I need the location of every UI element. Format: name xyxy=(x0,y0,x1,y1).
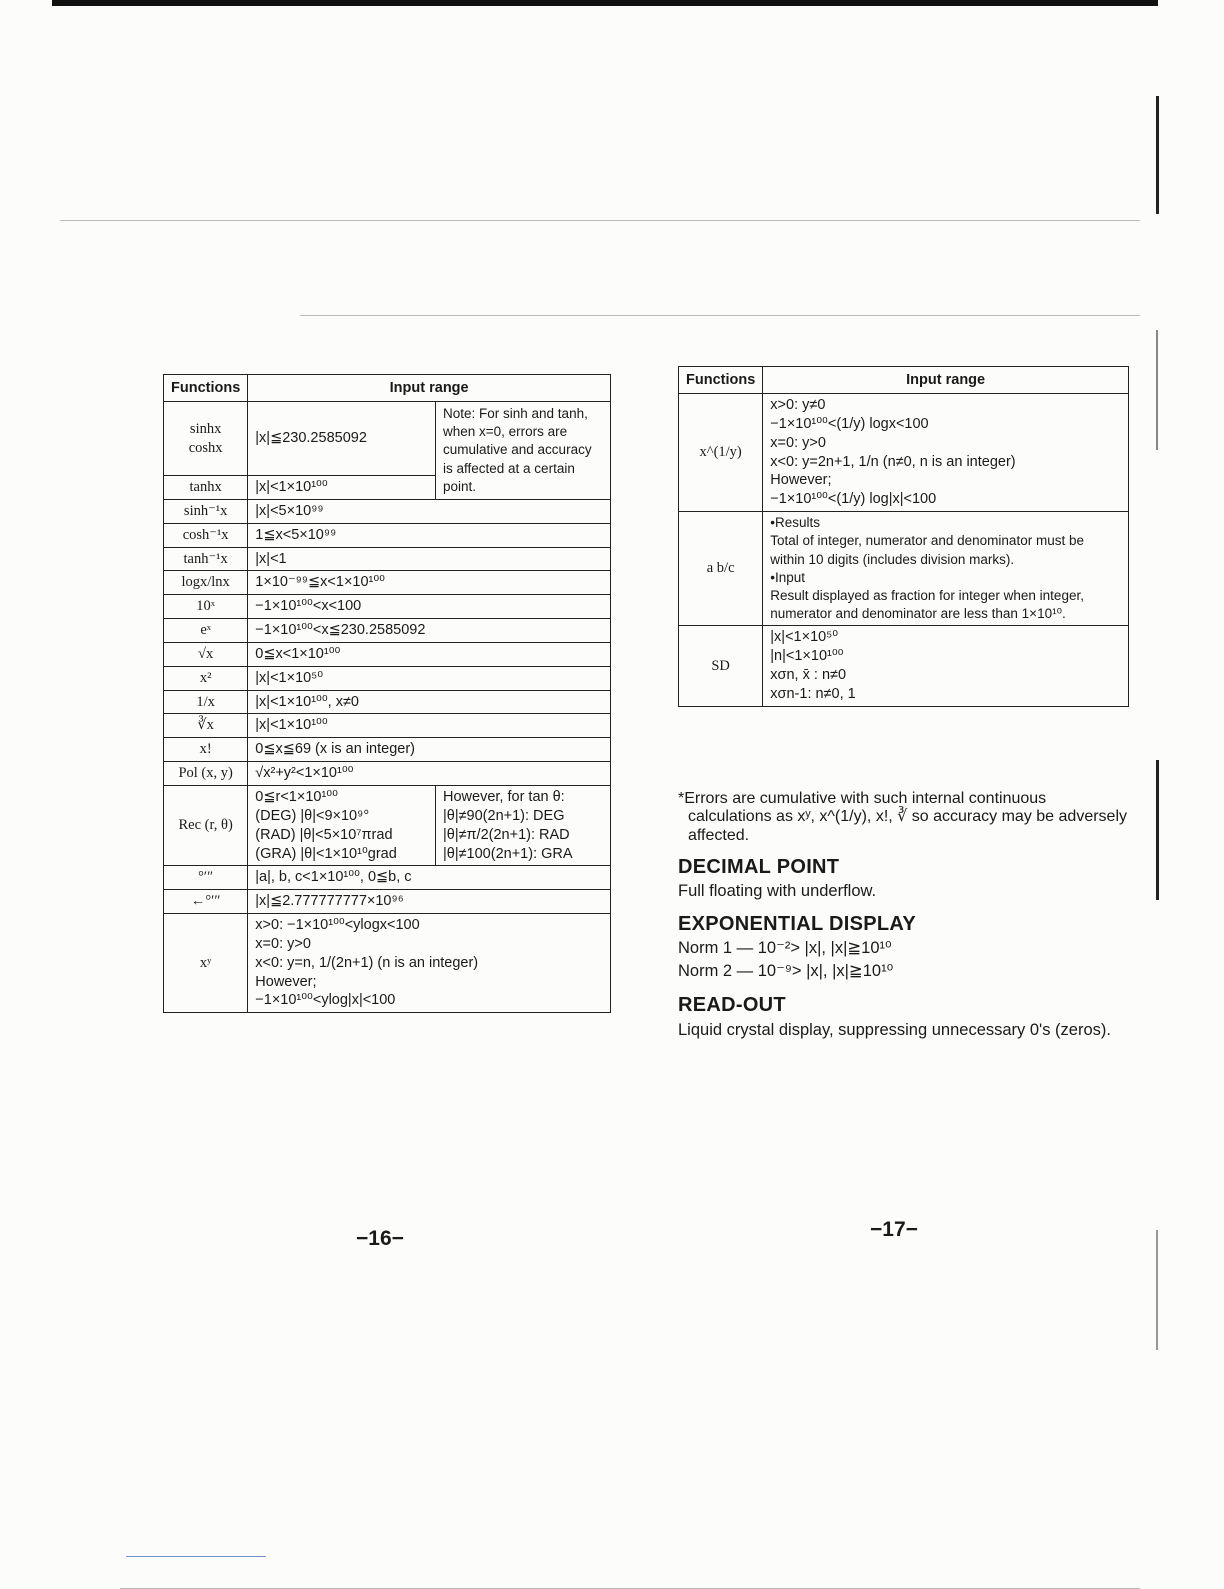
function-cell: eˣ xyxy=(164,619,248,643)
range-cell: |x|<1×10¹⁰⁰ xyxy=(248,714,611,738)
bottom-rule xyxy=(126,1556,266,1557)
functions-header: Functions xyxy=(679,367,763,394)
function-cell: tanhx xyxy=(164,476,248,500)
function-cell: tanh⁻¹x xyxy=(164,547,248,571)
range-cell: |x|≦2.777777777×10⁹⁶ xyxy=(248,890,611,914)
top-border xyxy=(52,0,1158,6)
function-cell: sinh⁻¹x xyxy=(164,499,248,523)
range-cell: √x²+y²<1×10¹⁰⁰ xyxy=(248,762,611,786)
function-cell: SD xyxy=(679,626,763,706)
exponential-display-heading: EXPONENTIAL DISPLAY xyxy=(678,913,916,935)
right-edge-mark xyxy=(1156,760,1159,900)
input-range-header: Input range xyxy=(763,367,1129,394)
range-cell: |a|, b, c<1×10¹⁰⁰, 0≦b, c xyxy=(248,866,611,890)
right-edge-mark xyxy=(1156,1230,1158,1350)
readout-heading: READ-OUT xyxy=(678,994,786,1016)
function-cell: sinhx coshx xyxy=(164,402,248,476)
page-number-left: −16− xyxy=(356,1227,404,1250)
range-cell: |x|≦230.2585092 xyxy=(248,402,436,476)
right-edge-mark xyxy=(1156,330,1158,450)
range-cell: |x|<1×10⁵⁰ |n|<1×10¹⁰⁰ xσn, x̄ : n≠0 xσn-1: n≠0, 1 xyxy=(763,626,1129,706)
page-number-right: −17− xyxy=(870,1218,918,1241)
range-cell: |x|<1×10⁵⁰ xyxy=(248,666,611,690)
footnote-text: *Errors are cumulative with such internal continuous calculations as xʸ, x^(1/y), x!, ∛ so accuracy may be adversely affected. xyxy=(678,790,1127,844)
function-cell: 10ˣ xyxy=(164,595,248,619)
range-cell: •Results Total of integer, numerator and denominator must be within 10 digits (includes division marks). •Input Result displayed as fraction for integer when integer, numerator and denominator are less than 1×10¹⁰. xyxy=(763,512,1129,626)
range-cell: |x|<1×10¹⁰⁰, x≠0 xyxy=(248,690,611,714)
function-cell: logx/lnx xyxy=(164,571,248,595)
functions-header: Functions xyxy=(164,375,248,402)
readout-body: Liquid crystal display, suppressing unnecessary 0's (zeros). xyxy=(678,1021,1111,1039)
range-cell: x>0: −1×10¹⁰⁰<ylogx<100 x=0: y>0 x<0: y=n, 1/(2n+1) (n is an integer) However; −1×10¹⁰⁰<ylog|x|<100 xyxy=(248,914,611,1013)
range-cell: |x|<5×10⁹⁹ xyxy=(248,499,611,523)
decimal-point-heading: DECIMAL POINT xyxy=(678,856,840,878)
accuracy-footnote xyxy=(678,790,1128,845)
function-cell: Rec (r, θ) xyxy=(164,785,248,865)
decimal-point-body: Full floating with underflow. xyxy=(678,882,877,900)
range-cell: −1×10¹⁰⁰<x<100 xyxy=(248,595,611,619)
range-cell: 1≦x<5×10⁹⁹ xyxy=(248,523,611,547)
range-cell: However, for tan θ: |θ|≠90(2n+1): DEG |θ|≠π/2(2n+1): RAD |θ|≠100(2n+1): GRA xyxy=(436,785,611,865)
range-cell: 0≦x<1×10¹⁰⁰ xyxy=(248,642,611,666)
range-cell: 1×10⁻⁹⁹≦x<1×10¹⁰⁰ xyxy=(248,571,611,595)
function-cell: xʸ xyxy=(164,914,248,1013)
range-cell: 0≦r<1×10¹⁰⁰ (DEG) |θ|<9×10⁹° (RAD) |θ|<5×10⁷πrad (GRA) |θ|<1×10¹⁰grad xyxy=(248,785,436,865)
scan-noise xyxy=(300,315,1140,316)
function-cell: x! xyxy=(164,738,248,762)
scan-noise xyxy=(60,220,1140,221)
function-cell: √x xyxy=(164,642,248,666)
input-range-table-left xyxy=(163,374,611,1013)
function-cell: x^(1/y) xyxy=(679,394,763,512)
sinh-tanh-note: Note: For sinh and tanh, when x=0, errors are cumulative and accuracy is affected at a certain point. xyxy=(436,402,611,500)
function-cell: °′″ xyxy=(164,866,248,890)
range-cell: −1×10¹⁰⁰<x≦230.2585092 xyxy=(248,619,611,643)
norm2-line: Norm 2 — 10⁻⁹> |x|, |x|≧10¹⁰ xyxy=(678,962,894,980)
range-cell: x>0: y≠0 −1×10¹⁰⁰<(1/y) logx<100 x=0: y>0 x<0: y=2n+1, 1/n (n≠0, n is an integer) However; −1×10¹⁰⁰<(1/y) log|x|<100 xyxy=(763,394,1129,512)
input-range-table-right xyxy=(678,366,1129,707)
range-cell: |x|<1×10¹⁰⁰ xyxy=(248,476,436,500)
input-range-header: Input range xyxy=(248,375,611,402)
range-cell: |x|<1 xyxy=(248,547,611,571)
right-edge-mark xyxy=(1156,96,1159,214)
range-cell: 0≦x≦69 (x is an integer) xyxy=(248,738,611,762)
function-cell: x² xyxy=(164,666,248,690)
function-cell: cosh⁻¹x xyxy=(164,523,248,547)
function-cell: 1/x xyxy=(164,690,248,714)
function-cell: ∛x xyxy=(164,714,248,738)
function-cell: Pol (x, y) xyxy=(164,762,248,786)
norm1-line: Norm 1 — 10⁻²> |x|, |x|≧10¹⁰ xyxy=(678,939,892,957)
function-cell: a b/c xyxy=(679,512,763,626)
function-cell: ←°′″ xyxy=(164,890,248,914)
